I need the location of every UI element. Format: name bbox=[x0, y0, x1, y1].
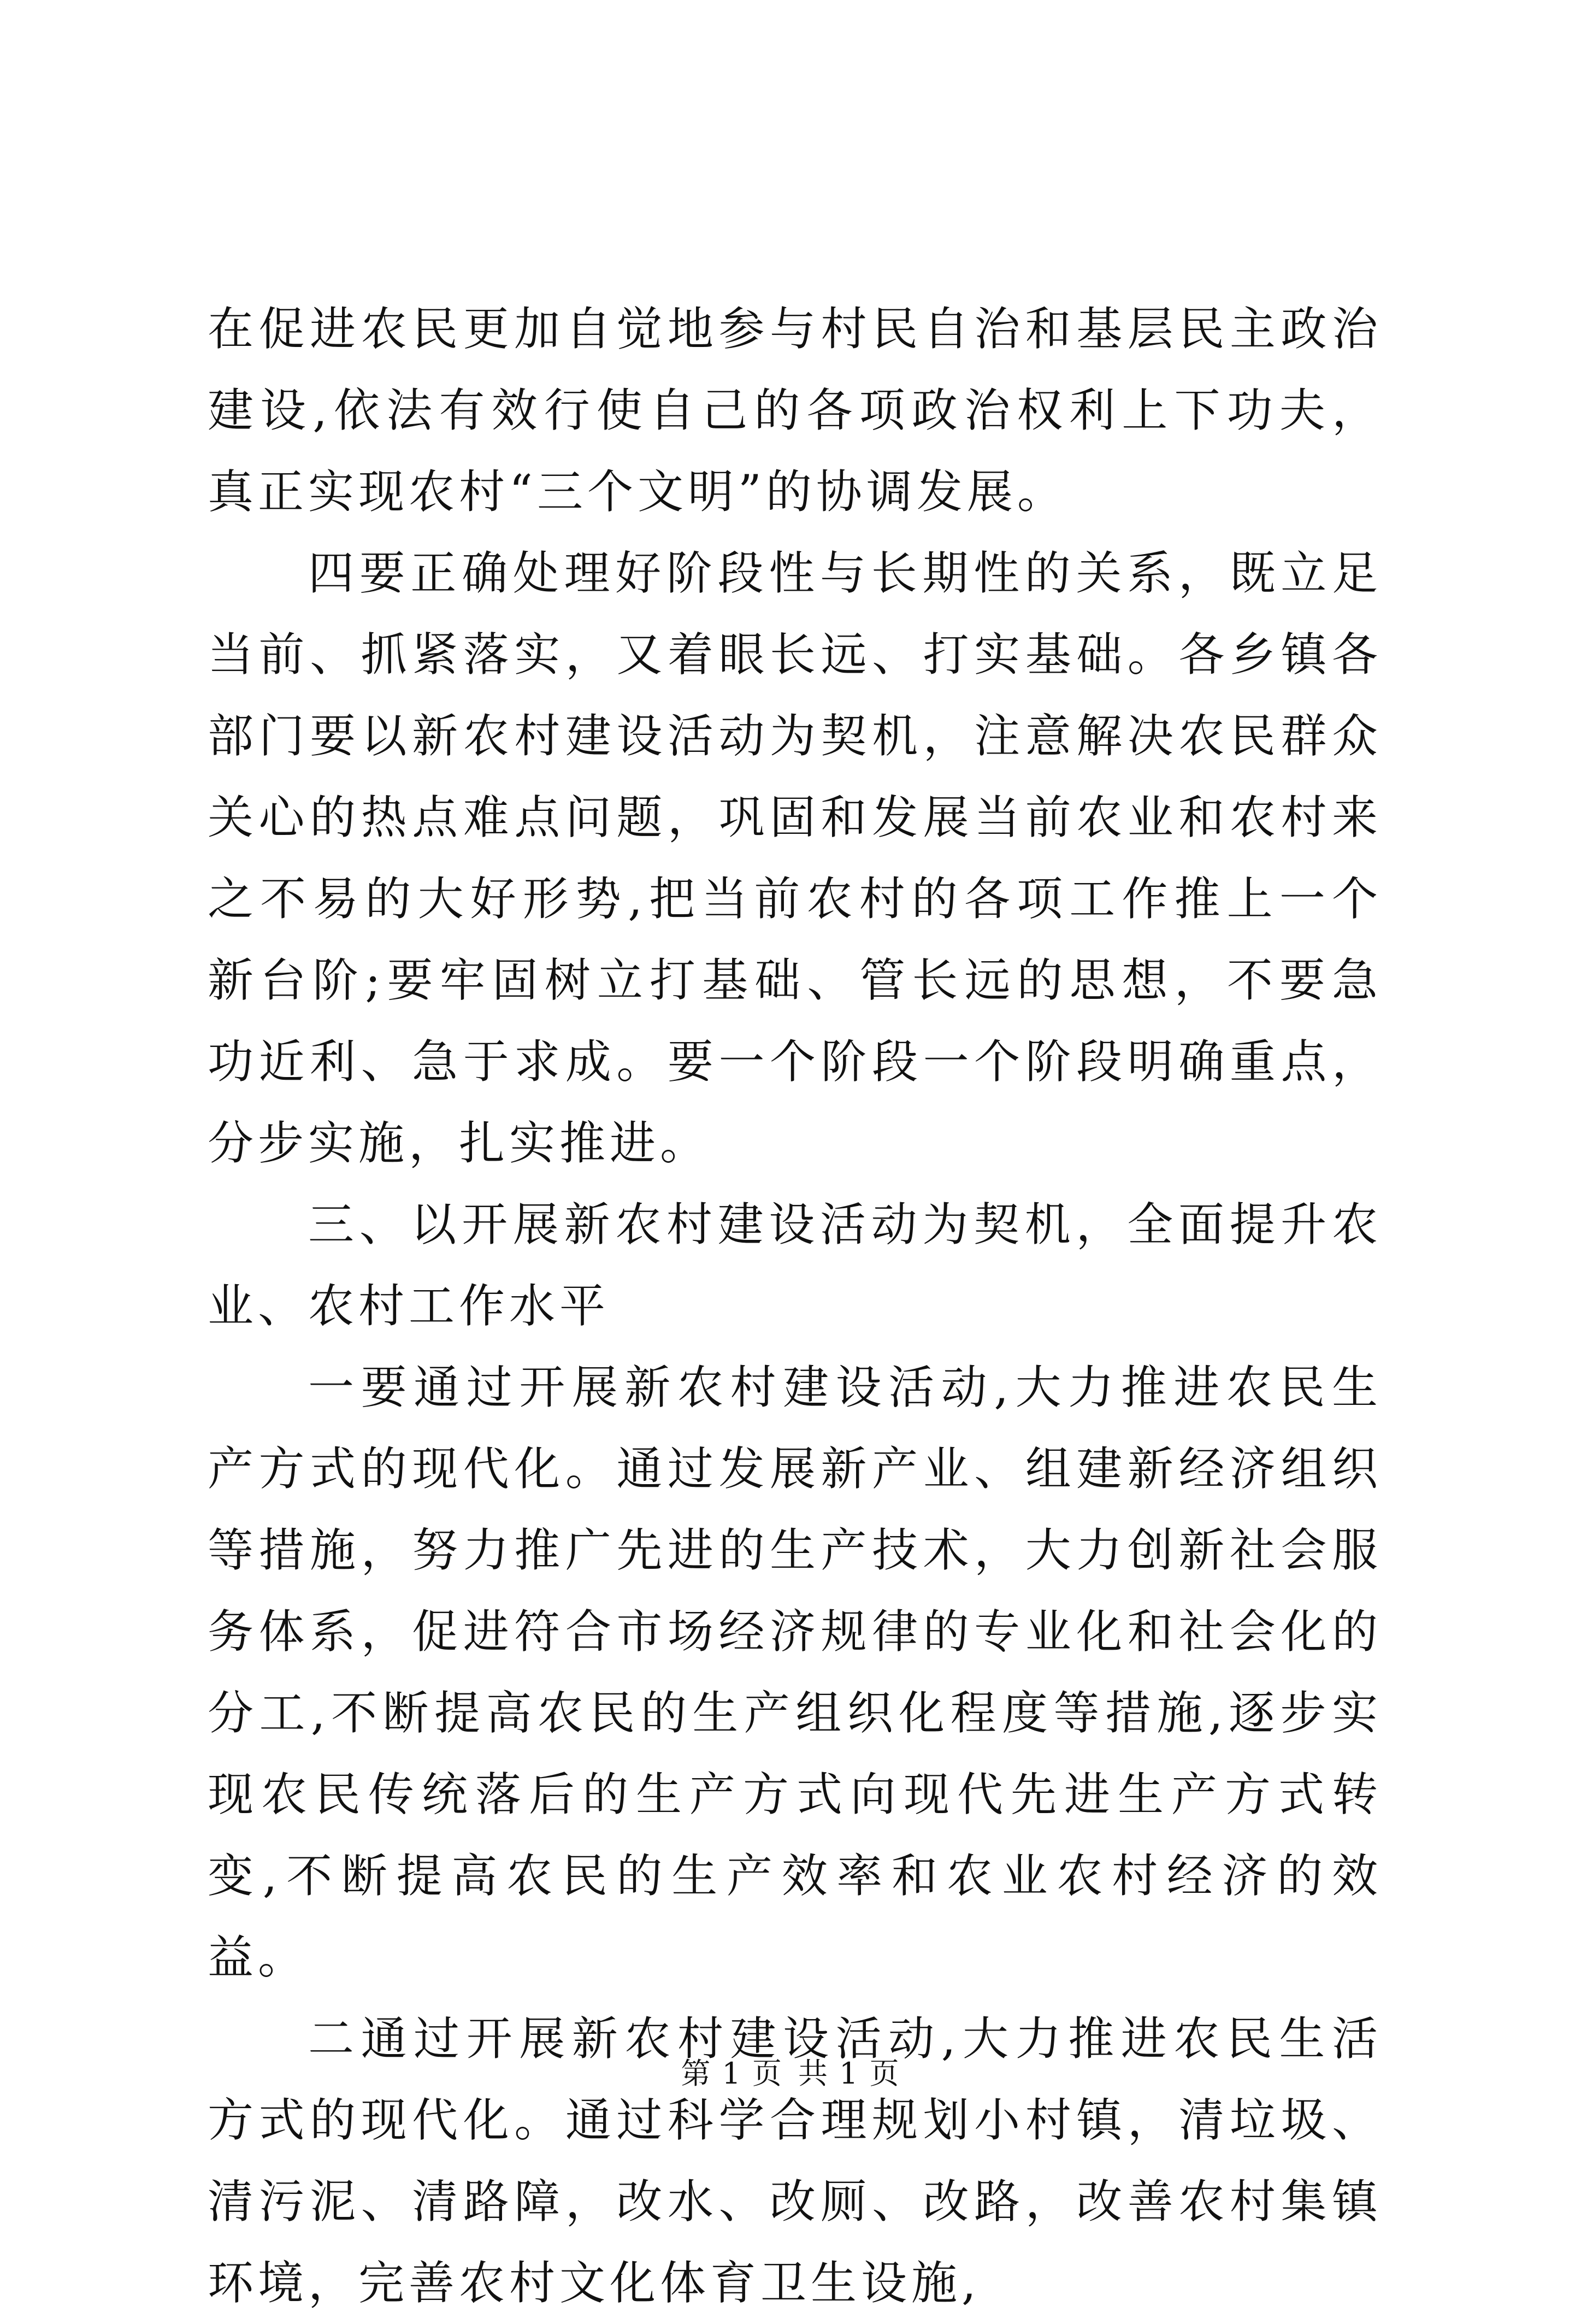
page-footer bbox=[0, 2055, 1581, 2093]
paragraph-point-four: 四要正确处理好阶段性与长期性的关系，既立足当前、抓紧落实，又着眼长远、打实基础。各乡镇各部门要以新农村建设活动为契机，注意解决农民群众关心的热点难点问题，巩固和发展当前农业和农村来之不易的大好形势,把当前农村的各项工作推上一个新台阶;要牢固树立打基础、管长远的思想，不要急功近利、急于求成。要一个阶段一个阶段明确重点，分步实施，扎实推进。 bbox=[208, 546, 1382, 1170]
paragraph-point-two: 二通过开展新农村建设活动,大力推进农民生活方式的现代化。通过科学合理规划小村镇，清垃圾、清污泥、清路障，改水、改厕、改路，改善农村集镇环境，完善农村文化体育卫生设施, bbox=[208, 2012, 1382, 2310]
paragraph-point-one: 一要通过开展新农村建设活动,大力推进农民生产方式的现代化。通过发展新产业、组建新经济组织等措施，努力推广先进的生产技术，大力创新社会服务体系，促进符合市场经济规律的专业化和社会化的分工,不断提高农民的生产组织化程度等措施,逐步实现农民传统落后的生产方式向现代先进生产方式转变,不断提高农民的生产效率和农业农村经济的效益。 bbox=[208, 1361, 1382, 1984]
page-total: 共 1 页 bbox=[798, 2056, 900, 2091]
section-heading-three: 三、以开展新农村建设活动为契机，全面提升农业、农村工作水平 bbox=[208, 1198, 1382, 1333]
page-number: 第 1 页 bbox=[681, 2056, 783, 2091]
paragraph-continuation: 在促进农民更加自觉地参与村民自治和基层民主政治建设,依法有效行使自己的各项政治权利上下功夫，真正实现农村“三个文明”的协调发展。 bbox=[208, 302, 1382, 519]
document-body bbox=[208, 289, 1382, 2324]
